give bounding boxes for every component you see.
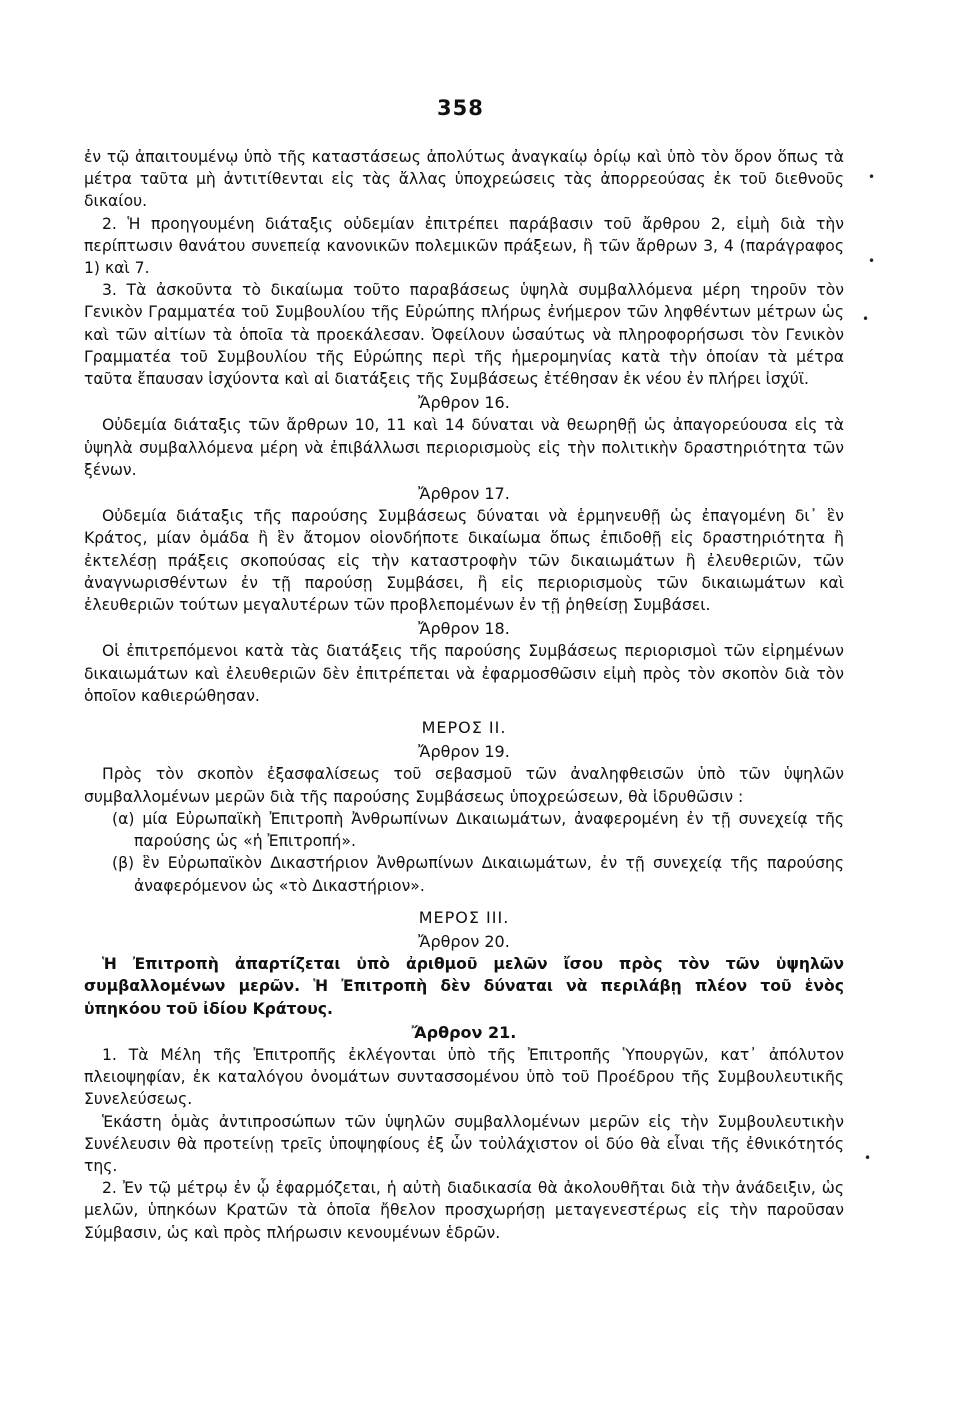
article-21-heading: Ἄρθρον 21.: [411, 1022, 517, 1042]
margin-mark: •: [868, 254, 876, 268]
paragraph-3: 3. Τὰ ἀσκοῦντα τὸ δικαίωμα τοῦτο παραβάσεως ὑψηλὰ συμβαλλόμενα μέρη τηροῦν τὸν Γενικὸν Γραμματέα τοῦ Συμβουλίου τῆς Εὐρώπης πλήρως ἐνήμερον τῶν ληφθέντων μέτρων ὡς καὶ τῶν αἰτίων τὰ ὁποῖα τὰ προεκάλεσαν. Ὀφείλουν ὡσαύτως νὰ πληροφορήσωσι τὸν Γενικὸν Γραμματέα τοῦ Συμβουλίου τῆς Εὐρώπης περὶ τῆς ἡμερομηνίας κατὰ τὴν ὁποίαν τὰ μέτρα ταῦτα ἔπαυσαν ἰσχύοντα καὶ αἱ διατάξεις τῆς Συμβάσεως ἐτέθησαν ἐκ νέου ἐν πλήρει ἰσχύϊ.: [84, 281, 844, 389]
paragraph-2: 2. Ἡ προηγουμένη διάταξις οὐδεμίαν ἐπιτρέπει παράβασιν τοῦ ἄρθρου 2, εἰμὴ διὰ τὴν περίπτωσιν θανάτου συνεπείᾳ κανονικῶν πολεμικῶν πράξεων, ἢ τῶν ἄρθρων 3, 4 (παράγραφος 1) καὶ 7.: [84, 214, 844, 278]
article-20-text: Ἡ Ἐπιτροπὴ ἀπαρτίζεται ὑπὸ ἀριθμοῦ μελῶν ἴσου πρὸς τὸν τῶν ὑψηλῶν συμβαλλομένων μερῶν. Ἡ Ἐπιτροπὴ δὲν δύναται νὰ περιλάβῃ πλέον τοῦ ἑνὸς ὑπηκόου τοῦ ἰδίου Κράτους.: [84, 955, 844, 1018]
article-18-text: Οἱ ἐπιτρεπόμενοι κατὰ τὰς διατάξεις τῆς παρούσης Συμβάσεως περιορισμοὶ τῶν εἰρημένων δικαιωμάτων καὶ ἐλευθεριῶν δὲν ἐπιτρέπεται νὰ ἐφαρμοσθῶσιν εἰμὴ πρὸς τὸν σκοπὸν διὰ τὸν ὁποῖον καθιερώθησαν.: [84, 642, 844, 705]
paragraph-continuation: ἐν τῷ ἀπαιτουμένῳ ὑπὸ τῆς καταστάσεως ἀπολύτως ἀναγκαίῳ ὁρίῳ καὶ ὑπὸ τὸν ὅρον ὅπως τὰ μέτρα ταῦτα μὴ ἀντιτίθενται εἰς τὰς ἄλλας ὑποχρεώσεις τὰς ἀπορρεούσας ἐκ τοῦ διεθνοῦς δικαίου.: [84, 148, 844, 211]
article-16-heading: Ἄρθρον 16.: [418, 393, 510, 413]
article-20-heading: Ἄρθρον 20.: [418, 931, 510, 951]
page-number: 358: [437, 96, 484, 120]
margin-mark: •: [862, 312, 870, 326]
document-body: [84, 146, 844, 1244]
article-19-heading: Ἄρθρον 19.: [418, 742, 510, 762]
article-18-heading: Ἄρθρον 18.: [418, 619, 510, 639]
part-2-heading: ΜΕΡΟΣ ΙΙ.: [421, 718, 507, 738]
margin-mark: •: [864, 1151, 872, 1165]
article-17-heading: Ἄρθρον 17.: [418, 484, 510, 504]
article-19-item-b: (β) ἓν Εὐρωπαϊκὸν Δικαστήριον Ἀνθρωπίνων Δικαιωμάτων, ἐν τῇ συνεχείᾳ τῆς παρούσης ἀναφερόμενον ὡς «τὸ Δικαστήριον».: [112, 854, 844, 895]
article-21-paragraph-2: Ἑκάστη ὁμὰς ἀντιπροσώπων τῶν ὑψηλῶν συμβαλλομένων μερῶν εἰς τὴν Συμβουλευτικὴν Συνέλευσιν θὰ προτείνῃ τρεῖς ὑποψηφίους ἐξ ὧν τοὐλάχιστον οἱ δύο θὰ εἶναι τῆς ἐθνικότητός της.: [84, 1112, 844, 1175]
article-17-text: Οὐδεμία διάταξις τῆς παρούσης Συμβάσεως δύναται νὰ ἑρμηνευθῇ ὡς ἐπαγομένη δι᾽ ἓν Κράτος, μίαν ὁμάδα ἢ ἓν ἄτομον οἱονδήποτε δικαίωμα ὅπως ἐπιδοθῇ εἰς δραστηριότητα ἢ ἐκτελέσῃ πράξεις σκοπούσας εἰς τὴν καταστροφὴν τῶν δικαιωμάτων ἢ ἐλευθεριῶν, τῶν ἀναγνωρισθέντων ἐν τῇ παρούσῃ Συμβάσει, ἢ εἰς περιορισμοὺς τῶν δικαιωμάτων καὶ ἐλευθεριῶν τούτων μεγαλυτέρων τῶν προβλεπομένων ἐν τῇ ῥηθείσῃ Συμβάσει.: [84, 507, 844, 615]
part-3-heading: ΜΕΡΟΣ ΙΙΙ.: [418, 907, 510, 927]
margin-mark: •: [868, 170, 876, 184]
article-21-paragraph-3: 2. Ἐν τῷ μέτρῳ ἐν ᾧ ἐφαρμόζεται, ἡ αὐτὴ διαδικασία θὰ ἀκολουθῆται διὰ τὴν ἀνάδειξιν, ὡς μελῶν, ὑπηκόων Κρατῶν τὰ ὁποῖα ἤθελον προσχωρήσῃ μεταγενεστέρως εἰς τὴν παροῦσαν Σύμβασιν, ὡς καὶ πρὸς πλήρωσιν κενουμένων ἑδρῶν.: [84, 1179, 844, 1242]
article-16-text: Οὐδεμία διάταξις τῶν ἄρθρων 10, 11 καὶ 14 δύναται νὰ θεωρηθῇ ὡς ἀπαγορεύουσα εἰς τὰ ὑψηλὰ συμβαλλόμενα μέρη νὰ ἐπιβάλλωσι περιορισμοὺς εἰς τὴν πολιτικὴν δραστηριότητα τῶν ξένων.: [84, 416, 844, 479]
article-21-paragraph-1: 1. Τὰ Μέλη τῆς Ἐπιτροπῆς ἐκλέγονται ὑπὸ τῆς Ἐπιτροπῆς Ὑπουργῶν, κατ᾽ ἀπόλυτον πλειοψηφίαν, ἐκ καταλόγου ὀνομάτων συντασσομένου ὑπὸ τοῦ Προέδρου τῆς Συμβουλευτικῆς Συνελεύσεως.: [84, 1045, 844, 1109]
article-19-intro: Πρὸς τὸν σκοπὸν ἐξασφαλίσεως τοῦ σεβασμοῦ τῶν ἀναληφθεισῶν ὑπὸ τῶν ὑψηλῶν συμβαλλομένων μερῶν διὰ τῆς παρούσης Συμβάσεως ὑποχρεώσεων, θὰ ἱδρυθῶσιν :: [84, 765, 844, 806]
article-19-item-a: (α) μία Εὐρωπαϊκὴ Ἐπιτροπὴ Ἀνθρωπίνων Δικαιωμάτων, ἀναφερομένη ἐν τῇ συνεχείᾳ τῆς παρούσης ὡς «ἡ Ἐπιτροπή».: [112, 809, 844, 851]
